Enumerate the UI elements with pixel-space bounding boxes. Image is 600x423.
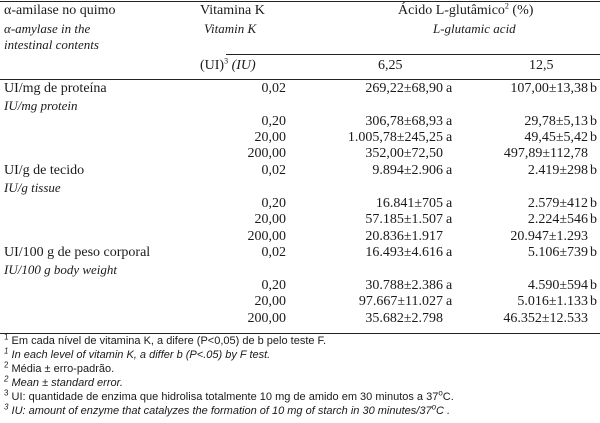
- vitamin-k-level: 0,20: [261, 114, 286, 129]
- glutamic-12-5-letter: b: [590, 278, 597, 293]
- footnote-2-text: Média ± erro-padrão.: [11, 363, 115, 375]
- glutamic-12-5-value: 29,78±5,13: [524, 114, 588, 129]
- vitamin-k-level: 0,02: [261, 245, 286, 260]
- footnote-1-text: Em cada nível de vitamina K, a difere (P<0,05) de b pelo teste F.: [11, 335, 327, 347]
- footnote-3-en: [4, 402, 451, 417]
- vitamin-k-level: 0,20: [261, 196, 286, 211]
- vitamin-k-level: 0,02: [261, 163, 286, 178]
- glutamic-12-5-value: 2.579±412: [527, 196, 588, 211]
- glutamic-12-5-value: 4.590±594: [527, 278, 588, 293]
- glutamic-12-5-value: 497,89±112,78: [503, 146, 588, 161]
- glutamic-12-5-value: 5.016±1.133: [517, 294, 588, 309]
- level-2-header: 12,5: [529, 58, 554, 73]
- vitamin-k-level: 0,20: [261, 278, 286, 293]
- footnote-3-en-text: IU: amount of enzyme that catalyzes the formation of 10 mg of starch in 30 minutes/37: [11, 405, 432, 417]
- vitamin-k-level: 200,00: [247, 229, 286, 244]
- footnote-1-mark: 1: [4, 332, 9, 342]
- footnote-1-en-mark: 1: [4, 346, 9, 356]
- glutamic-6-25-value: 306,78±68,93: [365, 114, 443, 129]
- glutamic-6-25-letter: a: [446, 130, 453, 145]
- glutamic-6-25-value: 352,00±72,50: [365, 146, 443, 161]
- unit-sup: 3: [224, 56, 229, 66]
- glutamic-6-25-value: 9.894±2.906: [372, 163, 443, 178]
- col3-header-sup: 2: [504, 1, 509, 11]
- glutamic-6-25-value: 35.682±2.798: [365, 311, 443, 326]
- level-1-header: 6,25: [378, 58, 403, 73]
- glutamic-12-5-letter: b: [590, 163, 597, 178]
- glutamic-6-25-value: 269,22±68,90: [365, 81, 443, 96]
- footnote-3-en-unit: C .: [436, 405, 451, 417]
- vitamin-k-level: 200,00: [247, 146, 286, 161]
- glutamic-6-25-letter: a: [446, 294, 453, 309]
- footnote-3: [4, 388, 454, 403]
- glutamic-12-5-letter: b: [590, 196, 597, 211]
- unit-label: (UI): [200, 58, 225, 73]
- group-label-en: IU/100 g body weight: [4, 262, 118, 277]
- glutamic-6-25-value: 20.836±1.917: [365, 229, 443, 244]
- glutamic-6-25-letter: a: [446, 81, 453, 96]
- glutamic-6-25-letter: a: [446, 212, 453, 227]
- col1-header-en-1: α-amylase in the: [4, 21, 91, 36]
- footnote-2-en: [4, 374, 123, 389]
- glutamic-12-5-value: 107,00±13,38: [510, 81, 588, 96]
- glutamic-6-25-value: 16.841±705: [375, 196, 443, 211]
- glutamic-12-5-letter: b: [590, 114, 597, 129]
- glutamic-6-25-letter: a: [446, 114, 453, 129]
- col1-header: α-amilase no quimo: [4, 3, 116, 18]
- footnote-3-degree: o: [438, 388, 443, 398]
- glutamic-6-25-letter: a: [446, 245, 453, 260]
- footnote-3-text: UI: quantidade de enzima que hidrolisa totalmente 10 mg de amido em 30 minutos a 37: [11, 391, 439, 403]
- footnote-1-en: [4, 346, 271, 361]
- glutamic-6-25-value: 16.493±4.616: [365, 245, 443, 260]
- glutamic-12-5-value: 49,45±5,42: [524, 130, 588, 145]
- footnote-2-en-mark: 2: [4, 374, 9, 384]
- col2-header-en: Vitamin K: [204, 21, 257, 36]
- footnote-3-unit: C.: [442, 391, 454, 403]
- col3-header: [398, 3, 533, 19]
- header-subrule: [226, 54, 600, 55]
- group-label: UI/100 g de peso corporal: [4, 245, 151, 260]
- col3-header-text: Ácido L-glutâmico: [398, 3, 505, 18]
- top-rule: [0, 1, 600, 2]
- footnote-3-en-degree: o: [431, 402, 437, 412]
- footnote-1: [4, 332, 327, 347]
- footnote-2: [4, 360, 115, 375]
- glutamic-12-5-value: 2.224±546: [527, 212, 588, 227]
- group-label: UI/g de tecido: [4, 163, 85, 178]
- group-label-en: IU/mg protein: [4, 98, 78, 113]
- vitamin-k-level: 20,00: [254, 294, 286, 309]
- footnote-1-en-text: In each level of vitamin K, a differ b (P<.05) by F test.: [11, 349, 271, 361]
- footnote-3-en-mark: 3: [4, 402, 9, 412]
- col3-header-unit: (%): [512, 3, 534, 18]
- glutamic-12-5-value: 46.352±12.533: [503, 311, 588, 326]
- col2-header: Vitamina K: [200, 3, 265, 18]
- header-rule: [0, 79, 600, 80]
- glutamic-6-25-value: 57.185±1.507: [365, 212, 443, 227]
- vitamin-k-level: 200,00: [247, 311, 286, 326]
- glutamic-6-25-value: 97.667±11.027: [358, 294, 443, 309]
- vitamin-k-level: 20,00: [254, 212, 286, 227]
- col3-header-en: L-glutamic acid: [433, 21, 516, 36]
- footnote-2-en-text: Mean ± standard error.: [11, 377, 123, 389]
- glutamic-12-5-value: 20.947±1.293: [510, 229, 588, 244]
- vitamin-k-level: 20,00: [254, 130, 286, 145]
- group-label: UI/mg de proteína: [4, 81, 107, 96]
- glutamic-6-25-letter: a: [446, 196, 453, 211]
- glutamic-12-5-value: 2.419±298: [527, 163, 588, 178]
- glutamic-6-25-value: 1.005,78±245,25: [347, 130, 443, 145]
- glutamic-6-25-letter: a: [446, 278, 453, 293]
- glutamic-6-25-value: 30.788±2.386: [365, 278, 443, 293]
- glutamic-12-5-value: 5.106±739: [527, 245, 588, 260]
- unit-label-en: (IU): [231, 58, 256, 73]
- glutamic-6-25-letter: a: [446, 163, 453, 178]
- glutamic-12-5-letter: b: [590, 245, 597, 260]
- glutamic-12-5-letter: b: [590, 81, 597, 96]
- unit-header: [200, 58, 256, 74]
- glutamic-12-5-letter: b: [590, 294, 597, 309]
- bottom-rule: [0, 333, 600, 334]
- col1-header-en-2: intestinal contents: [4, 37, 99, 52]
- group-label-en: IU/g tissue: [4, 180, 61, 195]
- footnote-2-mark: 2: [4, 360, 9, 370]
- vitamin-k-level: 0,02: [261, 81, 286, 96]
- footnote-3-mark: 3: [4, 388, 9, 398]
- glutamic-12-5-letter: b: [590, 130, 597, 145]
- glutamic-12-5-letter: b: [590, 212, 597, 227]
